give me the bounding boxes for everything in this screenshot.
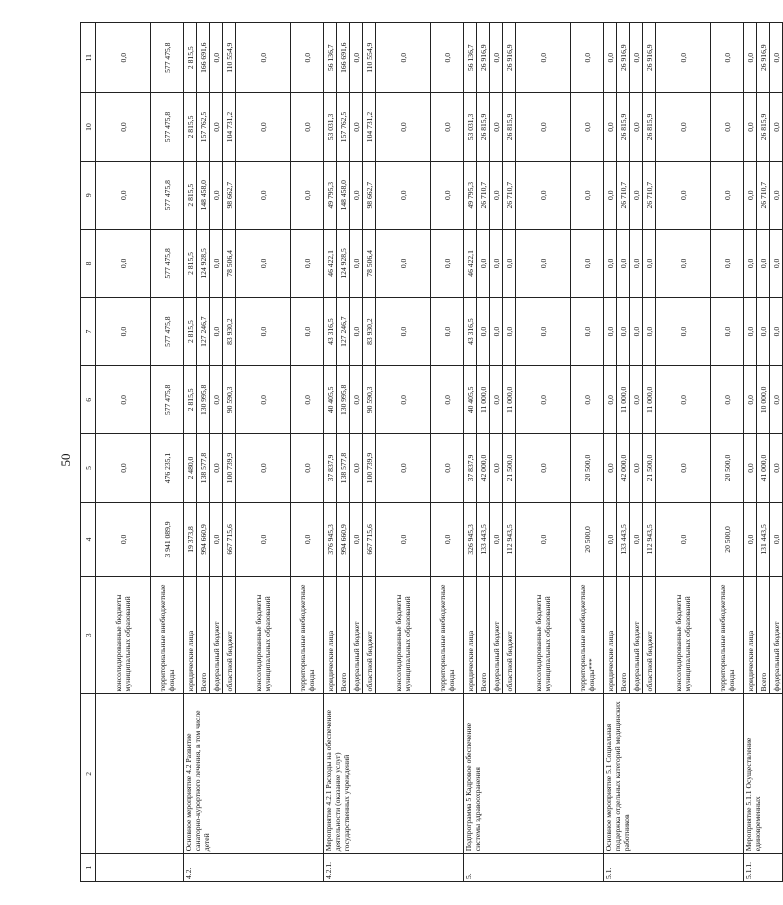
value-cell: 0,0 (656, 93, 711, 161)
value-cell: 0,0 (770, 502, 783, 577)
value-cell: 577 475,8 (151, 366, 184, 434)
value-cell: 56 136,7 (464, 23, 477, 93)
value-cell: 0,0 (571, 161, 604, 229)
value-cell: 0,0 (236, 229, 291, 297)
value-cell: 0,0 (477, 298, 490, 366)
value-cell: 20 500,0 (711, 502, 744, 577)
value-cell: 0,0 (604, 229, 617, 297)
value-cell: 0,0 (431, 229, 464, 297)
value-cell: 20 500,0 (711, 434, 744, 502)
value-cell: 577 475,8 (151, 298, 184, 366)
table-row (464, 23, 477, 882)
value-cell: 83 930,2 (223, 298, 236, 366)
value-cell: 26 815,9 (617, 93, 630, 161)
value-cell: 21 500,0 (503, 434, 516, 502)
funding-source-cell: консолидированные бюджеты муниципальных образований (96, 577, 151, 694)
value-cell: 0,0 (236, 161, 291, 229)
value-cell: 0,0 (236, 434, 291, 502)
value-cell: 0,0 (744, 23, 757, 93)
value-cell: 0,0 (431, 161, 464, 229)
page-number: 50 (58, 453, 73, 467)
value-cell: 0,0 (376, 229, 431, 297)
funding-source-cell: территориальные внебюджетные фонды (151, 577, 184, 694)
value-cell: 0,0 (350, 161, 363, 229)
value-cell: 26 815,9 (477, 93, 490, 161)
value-cell: 0,0 (757, 298, 770, 366)
value-cell: 53 031,3 (464, 93, 477, 161)
value-cell: 11 000,0 (503, 366, 516, 434)
value-cell: 2 815,5 (184, 298, 197, 366)
value-cell: 0,0 (96, 502, 151, 577)
value-cell: 42 000,0 (477, 434, 490, 502)
funding-source-cell: областной бюджет (363, 577, 376, 694)
value-cell: 26 916,9 (503, 23, 516, 93)
column-number: 7 (81, 298, 96, 366)
value-cell: 0,0 (490, 502, 503, 577)
value-cell: 0,0 (210, 434, 223, 502)
value-cell: 0,0 (291, 23, 324, 93)
value-cell: 78 506,4 (363, 229, 376, 297)
value-cell: 2 815,5 (184, 366, 197, 434)
value-cell: 0,0 (516, 93, 571, 161)
value-cell: 46 422,1 (324, 229, 337, 297)
value-cell: 0,0 (431, 298, 464, 366)
value-cell: 0,0 (431, 93, 464, 161)
column-number: 2 (81, 694, 96, 854)
value-cell: 0,0 (643, 229, 656, 297)
value-cell: 0,0 (571, 229, 604, 297)
column-number: 1 (81, 854, 96, 882)
value-cell: 0,0 (490, 229, 503, 297)
value-cell: 0,0 (617, 298, 630, 366)
value-cell: 0,0 (376, 161, 431, 229)
table-row (324, 23, 337, 882)
value-cell: 0,0 (770, 434, 783, 502)
value-cell: 0,0 (630, 93, 643, 161)
value-cell: 0,0 (516, 502, 571, 577)
value-cell: 0,0 (503, 298, 516, 366)
value-cell: 667 715,6 (363, 502, 376, 577)
value-cell: 0,0 (350, 229, 363, 297)
value-cell: 0,0 (711, 229, 744, 297)
value-cell: 0,0 (376, 434, 431, 502)
value-cell: 0,0 (744, 93, 757, 161)
value-cell: 0,0 (604, 298, 617, 366)
value-cell: 0,0 (210, 161, 223, 229)
value-cell: 19 373,8 (184, 502, 197, 577)
value-cell: 0,0 (96, 434, 151, 502)
value-cell: 0,0 (630, 502, 643, 577)
value-cell: 0,0 (490, 434, 503, 502)
value-cell: 0,0 (490, 23, 503, 93)
value-cell: 0,0 (617, 229, 630, 297)
value-cell: 0,0 (656, 298, 711, 366)
value-cell: 2 815,5 (184, 161, 197, 229)
value-cell: 994 660,9 (197, 502, 210, 577)
value-cell: 20 500,0 (571, 434, 604, 502)
value-cell: 157 762,5 (197, 93, 210, 161)
value-cell: 2 815,5 (184, 229, 197, 297)
section-code-cell: 4.2. (184, 854, 324, 882)
value-cell: 43 316,5 (324, 298, 337, 366)
value-cell: 376 945,3 (324, 502, 337, 577)
value-cell: 56 136,7 (324, 23, 337, 93)
value-cell: 577 475,8 (151, 93, 184, 161)
value-cell: 148 458,0 (337, 161, 350, 229)
column-number: 6 (81, 366, 96, 434)
value-cell: 26 815,9 (503, 93, 516, 161)
value-cell: 0,0 (291, 366, 324, 434)
value-cell: 326 945,3 (464, 502, 477, 577)
value-cell: 0,0 (210, 298, 223, 366)
value-cell: 0,0 (291, 161, 324, 229)
value-cell: 0,0 (350, 23, 363, 93)
funding-source-cell: федеральный бюджет (630, 577, 643, 694)
funding-source-cell: юридические лица (744, 577, 757, 694)
section-code-cell: 5.1.1. (744, 854, 783, 882)
value-cell: 11 000,0 (477, 366, 490, 434)
value-cell: 0,0 (376, 93, 431, 161)
value-cell: 11 000,0 (643, 366, 656, 434)
value-cell: 26 710,7 (477, 161, 490, 229)
value-cell: 0,0 (571, 298, 604, 366)
value-cell: 0,0 (350, 298, 363, 366)
value-cell: 0,0 (96, 298, 151, 366)
value-cell: 0,0 (711, 161, 744, 229)
value-cell: 130 995,8 (197, 366, 210, 434)
section-code-cell: 4.2.1. (324, 854, 464, 882)
value-cell: 0,0 (711, 23, 744, 93)
value-cell: 0,0 (291, 434, 324, 502)
value-cell: 994 660,9 (337, 502, 350, 577)
funding-source-cell: федеральный бюджет (350, 577, 363, 694)
value-cell: 110 554,9 (223, 23, 236, 93)
value-cell: 112 943,5 (503, 502, 516, 577)
value-cell: 37 837,9 (324, 434, 337, 502)
value-cell: 26 710,7 (503, 161, 516, 229)
value-cell: 0,0 (376, 23, 431, 93)
section-title-cell: Основное мероприятие 4.2 Развитие санаторно-курортного лечения, в том числе детей (184, 694, 324, 854)
value-cell: 0,0 (490, 366, 503, 434)
value-cell: 83 930,2 (363, 298, 376, 366)
section-code-cell: 5. (464, 854, 604, 882)
value-cell: 0,0 (656, 229, 711, 297)
table-row (184, 23, 197, 882)
budget-table (80, 22, 783, 882)
value-cell: 0,0 (656, 161, 711, 229)
value-cell: 0,0 (350, 502, 363, 577)
value-cell: 131 443,5 (757, 502, 770, 577)
value-cell: 0,0 (571, 23, 604, 93)
section-code-cell (96, 854, 184, 882)
value-cell: 476 235,1 (151, 434, 184, 502)
value-cell: 667 715,6 (223, 502, 236, 577)
value-cell: 0,0 (516, 229, 571, 297)
value-cell: 0,0 (236, 23, 291, 93)
value-cell: 0,0 (770, 23, 783, 93)
value-cell: 0,0 (376, 366, 431, 434)
value-cell: 0,0 (656, 366, 711, 434)
value-cell: 0,0 (770, 161, 783, 229)
value-cell: 0,0 (630, 366, 643, 434)
value-cell: 0,0 (210, 93, 223, 161)
value-cell: 100 739,9 (223, 434, 236, 502)
value-cell: 0,0 (291, 229, 324, 297)
value-cell: 0,0 (630, 161, 643, 229)
value-cell: 78 506,4 (223, 229, 236, 297)
value-cell: 0,0 (236, 93, 291, 161)
value-cell: 40 405,5 (324, 366, 337, 434)
value-cell: 0,0 (350, 366, 363, 434)
funding-source-cell: консолидированные бюджеты муниципальных образований (656, 577, 711, 694)
value-cell: 0,0 (630, 23, 643, 93)
value-cell: 0,0 (516, 161, 571, 229)
value-cell: 0,0 (630, 229, 643, 297)
value-cell: 0,0 (770, 366, 783, 434)
column-number: 5 (81, 434, 96, 502)
value-cell: 0,0 (643, 298, 656, 366)
funding-source-cell: юридические лица (184, 577, 197, 694)
column-number: 4 (81, 502, 96, 577)
value-cell: 98 662,7 (223, 161, 236, 229)
value-cell: 26 916,9 (477, 23, 490, 93)
value-cell: 37 837,9 (464, 434, 477, 502)
value-cell: 26 710,7 (643, 161, 656, 229)
funding-source-cell: территориальные внебюджетные фонды (711, 577, 744, 694)
funding-source-cell: областной бюджет (503, 577, 516, 694)
value-cell: 0,0 (604, 93, 617, 161)
value-cell: 41 000,0 (757, 434, 770, 502)
column-number: 8 (81, 229, 96, 297)
value-cell: 0,0 (516, 23, 571, 93)
funding-source-cell: Всего (757, 577, 770, 694)
value-cell: 0,0 (571, 366, 604, 434)
funding-source-cell: федеральный бюджет (490, 577, 503, 694)
value-cell: 0,0 (656, 23, 711, 93)
value-cell: 0,0 (291, 298, 324, 366)
value-cell: 0,0 (490, 298, 503, 366)
value-cell: 0,0 (376, 298, 431, 366)
value-cell: 0,0 (376, 502, 431, 577)
funding-source-cell: Всего (617, 577, 630, 694)
value-cell: 0,0 (350, 93, 363, 161)
value-cell: 166 691,6 (337, 23, 350, 93)
value-cell: 26 710,7 (757, 161, 770, 229)
value-cell: 10 000,0 (757, 366, 770, 434)
funding-source-cell: областной бюджет (643, 577, 656, 694)
table-row (744, 23, 757, 882)
value-cell: 26 916,9 (617, 23, 630, 93)
funding-source-cell: Всего (337, 577, 350, 694)
section-title-cell: Основное мероприятие 5.1 Социальная поддержка отдельных категорий медицинских работников (604, 694, 744, 854)
funding-source-cell: территориальные внебюджетные фонды*** (571, 577, 604, 694)
table-row (96, 23, 151, 882)
value-cell: 138 577,8 (337, 434, 350, 502)
value-cell: 0,0 (210, 366, 223, 434)
value-cell: 0,0 (604, 366, 617, 434)
value-cell: 0,0 (96, 366, 151, 434)
value-cell: 138 577,8 (197, 434, 210, 502)
value-cell: 0,0 (210, 502, 223, 577)
value-cell: 0,0 (516, 298, 571, 366)
value-cell: 0,0 (431, 502, 464, 577)
funding-source-cell: консолидированные бюджеты муниципальных образований (516, 577, 571, 694)
value-cell: 26 916,9 (643, 23, 656, 93)
value-cell: 577 475,8 (151, 229, 184, 297)
value-cell: 0,0 (744, 298, 757, 366)
value-cell: 0,0 (744, 161, 757, 229)
funding-source-cell: юридические лица (324, 577, 337, 694)
value-cell: 0,0 (96, 229, 151, 297)
funding-source-cell: территориальные внебюджетные фонды (431, 577, 464, 694)
value-cell: 0,0 (96, 93, 151, 161)
value-cell: 0,0 (770, 93, 783, 161)
value-cell: 2 480,0 (184, 434, 197, 502)
value-cell: 46 422,1 (464, 229, 477, 297)
value-cell: 157 762,5 (337, 93, 350, 161)
value-cell: 49 795,3 (464, 161, 477, 229)
column-number: 9 (81, 161, 96, 229)
value-cell: 0,0 (630, 298, 643, 366)
value-cell: 0,0 (490, 161, 503, 229)
section-title-cell: Подпрограмма 5 Кадровое обеспечение системы здравоохранения (464, 694, 604, 854)
column-number: 11 (81, 23, 96, 93)
value-cell: 104 731,2 (363, 93, 376, 161)
value-cell: 90 590,3 (363, 366, 376, 434)
section-title-cell (96, 694, 184, 854)
value-cell: 0,0 (757, 229, 770, 297)
value-cell: 26 815,9 (643, 93, 656, 161)
value-cell: 166 691,6 (197, 23, 210, 93)
section-title-cell: Мероприятие 4.2.1 Расходы на обеспечение деятельности (оказание услуг) государственных учреждений (324, 694, 464, 854)
value-cell: 0,0 (210, 229, 223, 297)
value-cell: 21 500,0 (643, 434, 656, 502)
funding-source-cell: Всего (197, 577, 210, 694)
value-cell: 0,0 (210, 23, 223, 93)
value-cell: 0,0 (571, 93, 604, 161)
value-cell: 127 246,7 (197, 298, 210, 366)
value-cell: 0,0 (516, 366, 571, 434)
value-cell: 0,0 (604, 23, 617, 93)
value-cell: 0,0 (711, 366, 744, 434)
value-cell: 0,0 (431, 366, 464, 434)
value-cell: 0,0 (604, 161, 617, 229)
funding-source-cell: юридические лица (604, 577, 617, 694)
value-cell: 0,0 (291, 502, 324, 577)
value-cell: 127 246,7 (337, 298, 350, 366)
value-cell: 0,0 (477, 229, 490, 297)
value-cell: 0,0 (96, 23, 151, 93)
value-cell: 0,0 (656, 434, 711, 502)
value-cell: 133 443,5 (617, 502, 630, 577)
table-row (604, 23, 617, 882)
value-cell: 0,0 (350, 434, 363, 502)
column-number: 10 (81, 93, 96, 161)
funding-source-cell: Всего (477, 577, 490, 694)
value-cell: 104 731,2 (223, 93, 236, 161)
value-cell: 20 500,0 (571, 502, 604, 577)
value-cell: 26 815,9 (757, 93, 770, 161)
value-cell: 130 995,8 (337, 366, 350, 434)
value-cell: 3 941 089,9 (151, 502, 184, 577)
value-cell: 0,0 (96, 161, 151, 229)
value-cell: 0,0 (431, 23, 464, 93)
value-cell: 0,0 (630, 434, 643, 502)
value-cell: 0,0 (236, 502, 291, 577)
value-cell: 0,0 (431, 434, 464, 502)
funding-source-cell: консолидированные бюджеты муниципальных образований (236, 577, 291, 694)
value-cell: 148 458,0 (197, 161, 210, 229)
value-cell: 133 443,5 (477, 502, 490, 577)
value-cell: 26 710,7 (617, 161, 630, 229)
header-row (81, 23, 96, 882)
value-cell: 0,0 (516, 434, 571, 502)
value-cell: 110 554,9 (363, 23, 376, 93)
value-cell: 0,0 (711, 93, 744, 161)
value-cell: 100 739,9 (363, 434, 376, 502)
column-number: 3 (81, 577, 96, 694)
value-cell: 112 943,5 (643, 502, 656, 577)
value-cell: 0,0 (490, 93, 503, 161)
value-cell: 0,0 (236, 298, 291, 366)
value-cell: 124 928,5 (337, 229, 350, 297)
value-cell: 0,0 (770, 229, 783, 297)
value-cell: 0,0 (744, 434, 757, 502)
funding-source-cell: консолидированные бюджеты муниципальных образований (376, 577, 431, 694)
value-cell: 40 405,5 (464, 366, 477, 434)
funding-source-cell: территориальные внебюджетные фонды (291, 577, 324, 694)
value-cell: 0,0 (744, 229, 757, 297)
value-cell: 43 316,5 (464, 298, 477, 366)
value-cell: 0,0 (656, 502, 711, 577)
value-cell: 2 815,5 (184, 23, 197, 93)
value-cell: 0,0 (770, 298, 783, 366)
value-cell: 0,0 (604, 434, 617, 502)
value-cell: 98 662,7 (363, 161, 376, 229)
value-cell: 124 928,5 (197, 229, 210, 297)
budget-table-sheet (80, 22, 781, 882)
value-cell: 42 000,0 (617, 434, 630, 502)
funding-source-cell: федеральный бюджет (210, 577, 223, 694)
section-title-cell: Мероприятие 5.1.1 Осуществление единовременных (744, 694, 783, 854)
funding-source-cell: областной бюджет (223, 577, 236, 694)
value-cell: 90 590,3 (223, 366, 236, 434)
value-cell: 0,0 (744, 366, 757, 434)
value-cell: 577 475,8 (151, 161, 184, 229)
value-cell: 49 795,3 (324, 161, 337, 229)
value-cell: 53 031,3 (324, 93, 337, 161)
value-cell: 0,0 (503, 229, 516, 297)
value-cell: 26 916,9 (757, 23, 770, 93)
value-cell: 11 000,0 (617, 366, 630, 434)
value-cell: 0,0 (604, 502, 617, 577)
value-cell: 0,0 (236, 366, 291, 434)
funding-source-cell: федеральный бюджет (770, 577, 783, 694)
value-cell: 0,0 (291, 93, 324, 161)
funding-source-cell: юридические лица (464, 577, 477, 694)
value-cell: 2 815,5 (184, 93, 197, 161)
value-cell: 0,0 (711, 298, 744, 366)
section-code-cell: 5.1. (604, 854, 744, 882)
value-cell: 577 475,8 (151, 23, 184, 93)
value-cell: 0,0 (744, 502, 757, 577)
